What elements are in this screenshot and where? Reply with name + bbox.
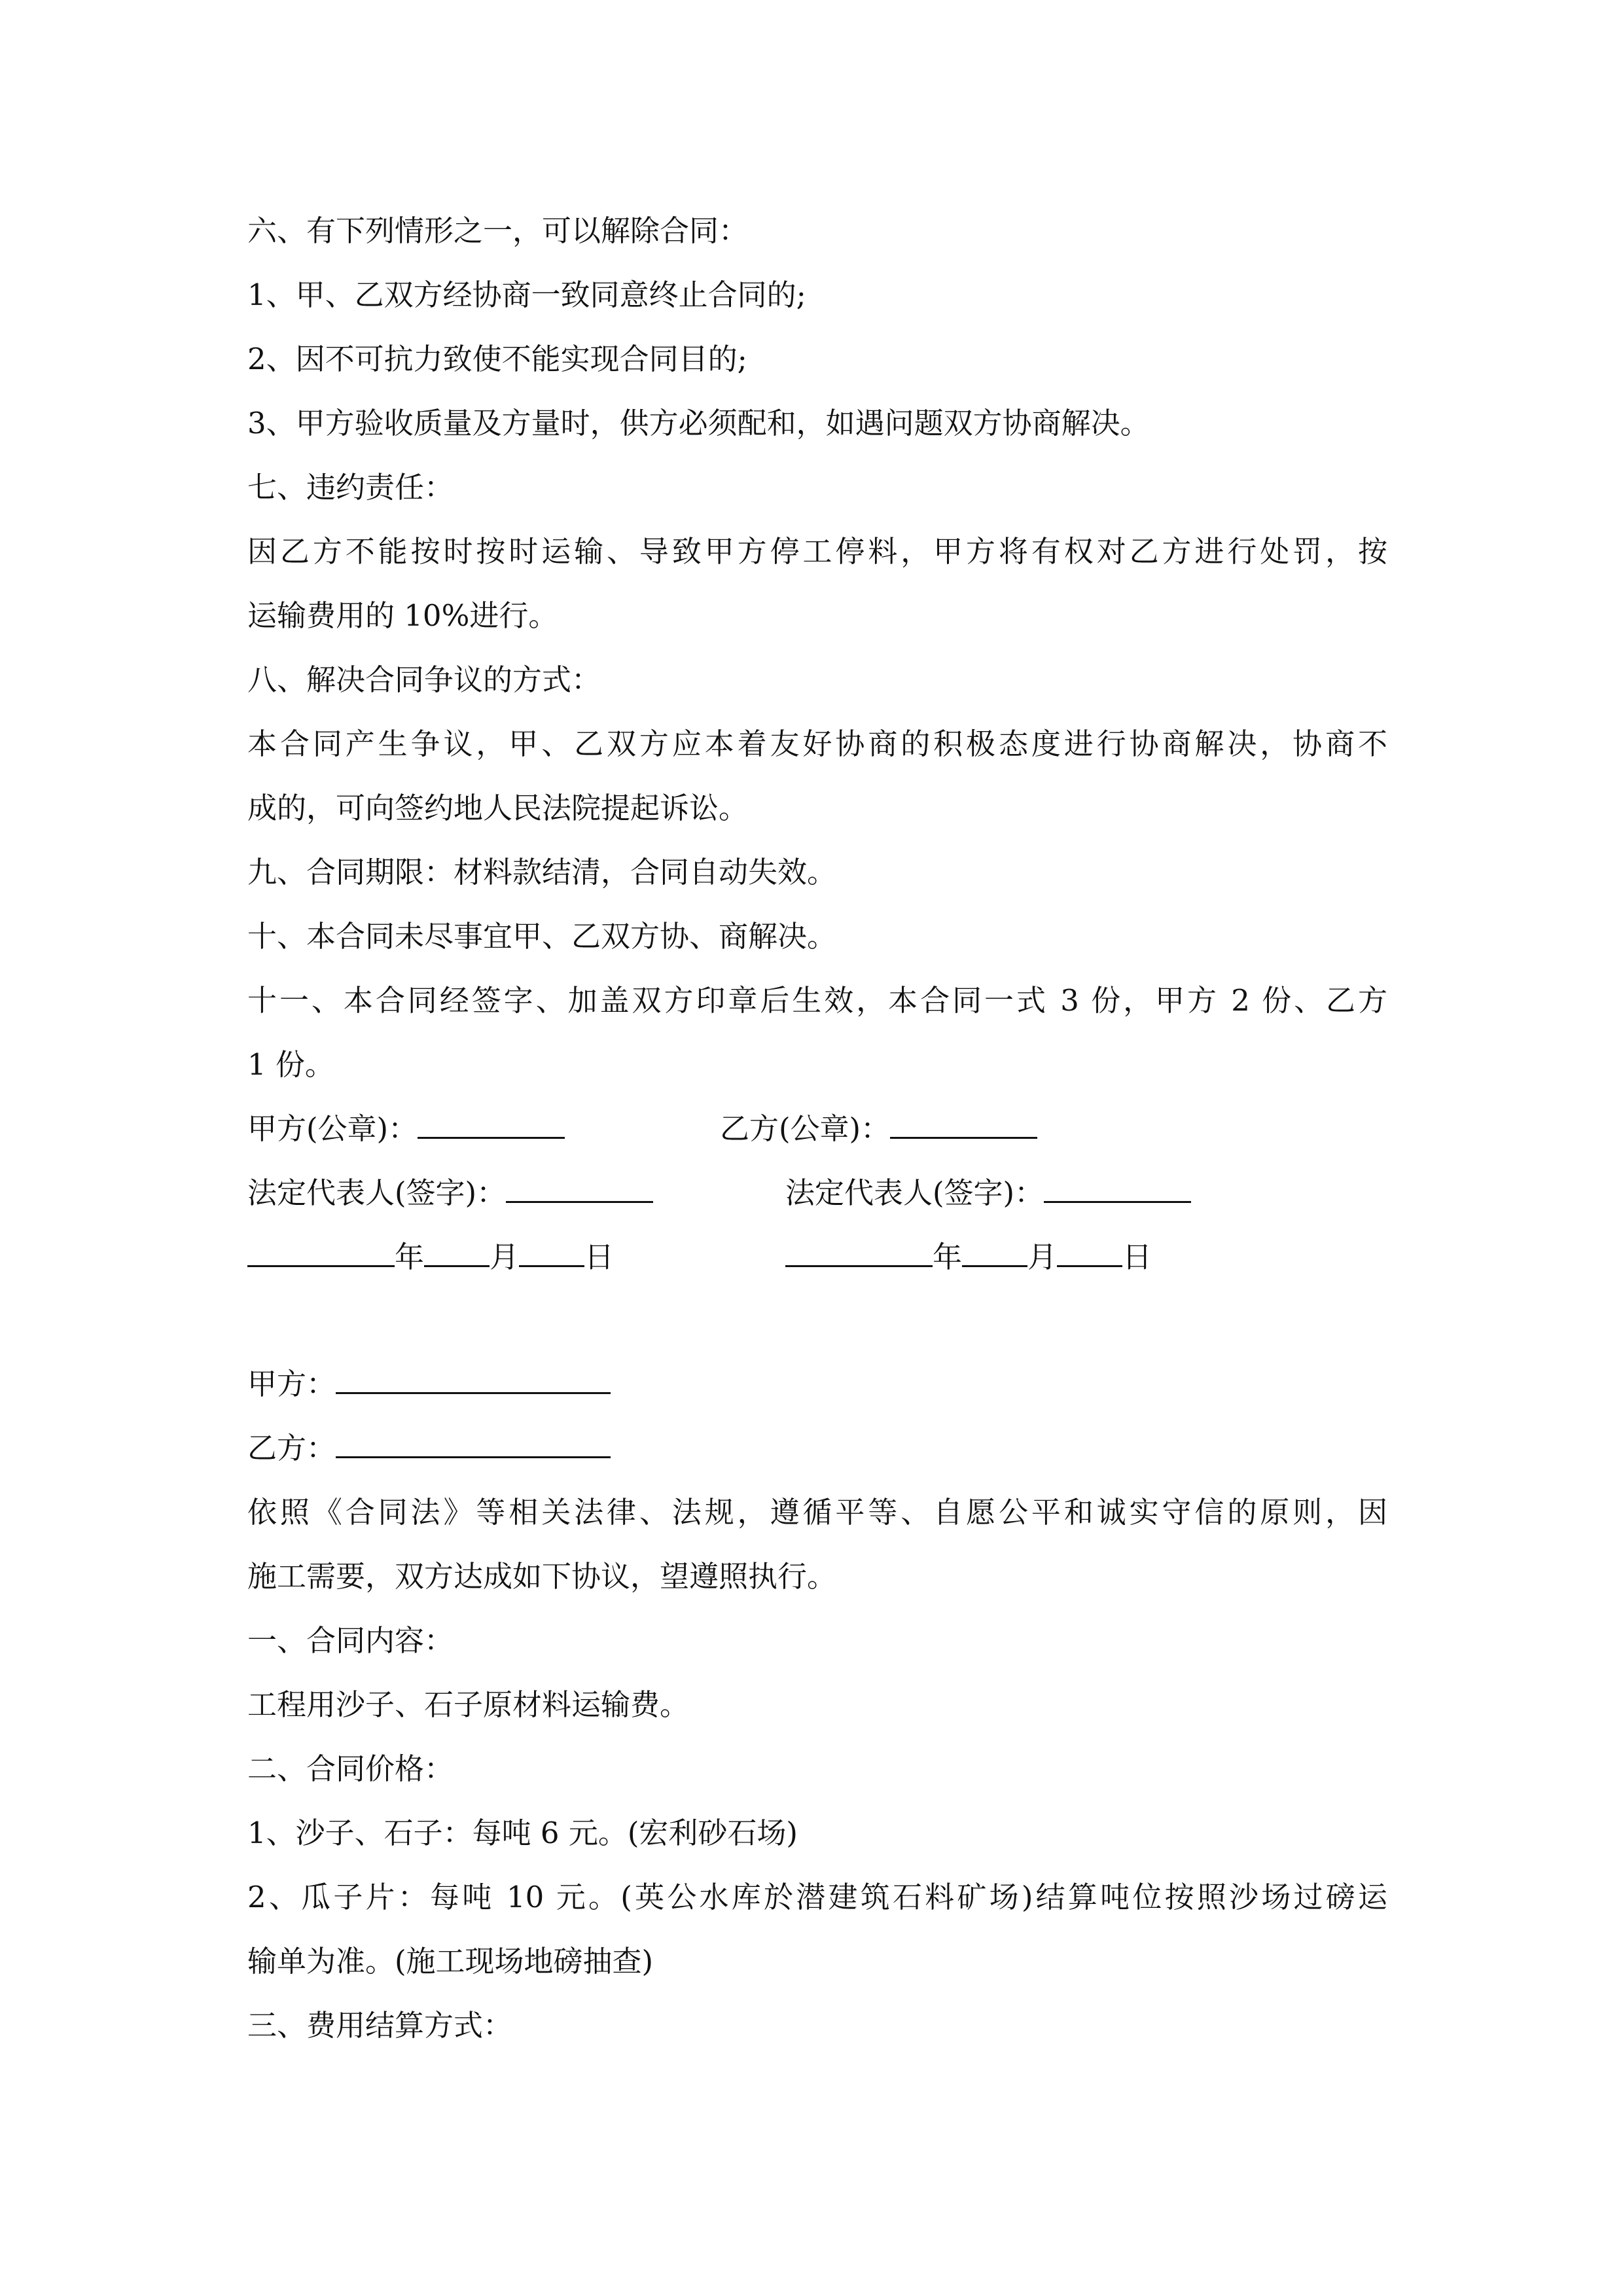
section-7-heading: 七、违约责任： bbox=[247, 470, 454, 505]
party-b-seal-blank[interactable] bbox=[890, 1136, 1037, 1139]
section-2-item-1: 1、沙子、石子：每吨 6 元。(宏利砂石场) bbox=[247, 1816, 798, 1850]
section-2-heading: 二、合同价格： bbox=[247, 1751, 454, 1786]
party-b-date-row bbox=[785, 1242, 1152, 1272]
section-7-body-line-2: 运输费用的 10%进行。 bbox=[247, 598, 558, 633]
party-b-year-blank[interactable] bbox=[785, 1265, 933, 1267]
section-6-item-2: 2、因不可抗力致使不能实现合同目的; bbox=[247, 342, 747, 376]
party-a-rep-row bbox=[247, 1175, 653, 1210]
party-b-blank[interactable] bbox=[336, 1456, 611, 1458]
section-11-line-2: 1 份。 bbox=[247, 1047, 334, 1082]
party-a-year-blank[interactable] bbox=[247, 1265, 395, 1267]
party-b-rep-blank[interactable] bbox=[1044, 1200, 1191, 1203]
intro-line-1: 依照《合同法》等相关法律、法规，遵循平等、自愿公平和诚实守信的原则，因 bbox=[247, 1495, 1387, 1530]
section-3-heading: 三、费用结算方式： bbox=[247, 2008, 513, 2043]
party-b-month-label: 月 bbox=[1027, 1240, 1058, 1274]
party-a-blank[interactable] bbox=[336, 1391, 611, 1394]
party-b-label: 乙方： bbox=[247, 1431, 336, 1465]
section-2-item-2-line-2: 输单为准。(施工现场地磅抽查) bbox=[247, 1944, 654, 1979]
party-a-rep-blank[interactable] bbox=[506, 1200, 653, 1203]
party-a-day-label: 日 bbox=[584, 1240, 615, 1274]
section-8-body-line-1: 本合同产生争议，甲、乙双方应本着友好协商的积极态度进行协商解决，协商不 bbox=[247, 726, 1387, 761]
section-6-heading: 六、有下列情形之一，可以解除合同： bbox=[247, 213, 749, 248]
party-a-year-label: 年 bbox=[395, 1240, 425, 1274]
party-b-day-label: 日 bbox=[1122, 1240, 1152, 1274]
section-1-heading: 一、合同内容： bbox=[247, 1623, 454, 1658]
party-b-year-label: 年 bbox=[933, 1240, 963, 1274]
section-7-body-line-1: 因乙方不能按时按时运输、导致甲方停工停料，甲方将有权对乙方进行处罚，按 bbox=[247, 534, 1387, 569]
section-8-body-line-2: 成的，可向签约地人民法院提起诉讼。 bbox=[247, 791, 749, 825]
section-6-item-3: 3、甲方验收质量及方量时，供方必须配和，如遇问题双方协商解决。 bbox=[247, 406, 1150, 440]
section-6-item-1: 1、甲、乙双方经协商一致同意终止合同的; bbox=[247, 278, 806, 312]
party-b-seal-row bbox=[720, 1111, 1037, 1146]
section-8-heading: 八、解决合同争议的方式： bbox=[247, 662, 601, 697]
section-11-line-1: 十一、本合同经签字、加盖双方印章后生效，本合同一式 3 份，甲方 2 份、乙方 bbox=[247, 983, 1387, 1018]
party-b-seal-label: 乙方(公章)： bbox=[720, 1111, 891, 1146]
party-b-month-blank[interactable] bbox=[962, 1265, 1027, 1267]
section-1-body: 工程用沙子、石子原材料运输费。 bbox=[247, 1687, 690, 1722]
party-b-row bbox=[247, 1433, 611, 1463]
party-a-row bbox=[247, 1369, 611, 1399]
party-a-seal-row bbox=[247, 1111, 565, 1146]
party-a-month-label: 月 bbox=[490, 1240, 520, 1274]
party-a-date-row bbox=[247, 1242, 614, 1272]
party-a-seal-label: 甲方(公章)： bbox=[247, 1111, 418, 1146]
party-b-rep-row bbox=[785, 1175, 1191, 1210]
section-10: 十、本合同未尽事宜甲、乙双方协、商解决。 bbox=[247, 919, 837, 954]
party-b-rep-label: 法定代表人(签字)： bbox=[785, 1175, 1044, 1210]
party-a-seal-blank[interactable] bbox=[418, 1136, 565, 1139]
party-a-month-blank[interactable] bbox=[424, 1265, 490, 1267]
intro-line-2: 施工需要，双方达成如下协议，望遵照执行。 bbox=[247, 1559, 837, 1594]
party-a-day-blank[interactable] bbox=[519, 1265, 584, 1267]
section-9: 九、合同期限：材料款结清，合同自动失效。 bbox=[247, 855, 837, 889]
party-a-rep-label: 法定代表人(签字)： bbox=[247, 1175, 507, 1210]
party-b-day-blank[interactable] bbox=[1057, 1265, 1122, 1267]
party-a-label: 甲方： bbox=[247, 1367, 336, 1401]
section-2-item-2-line-1: 2、瓜子片：每吨 10 元。(英公水库於潜建筑石料矿场)结算吨位按照沙场过磅运 bbox=[247, 1880, 1387, 1914]
